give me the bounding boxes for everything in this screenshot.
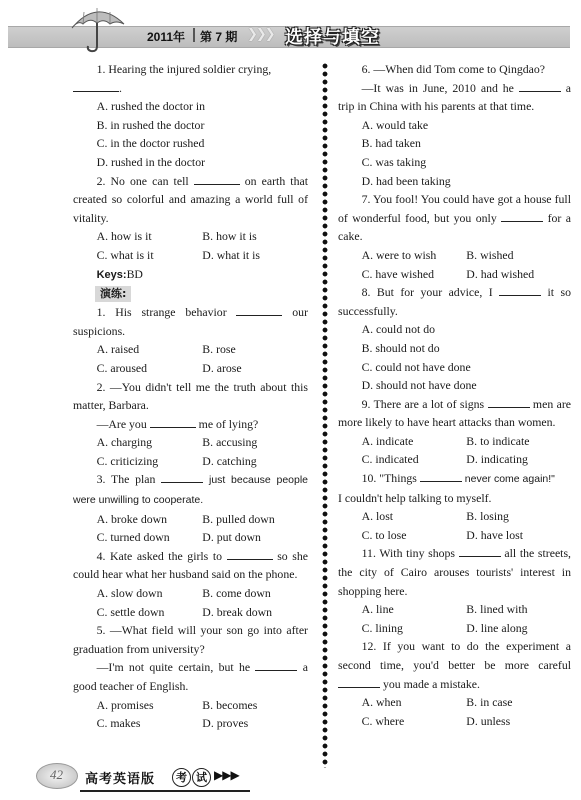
header-separator [193, 28, 195, 42]
answer-blank [236, 305, 282, 316]
option: D. proves [202, 716, 249, 731]
options [338, 600, 571, 637]
option: C. could not have done [361, 359, 471, 374]
option: B. in rushed the doctor [96, 117, 205, 132]
answer-blank [194, 174, 240, 185]
option: A. would take [361, 117, 429, 132]
exercise-10 [338, 469, 571, 544]
option: D. had wished [466, 266, 535, 281]
option: D. rushed in the doctor [96, 154, 206, 169]
option: A. broke down [96, 511, 168, 526]
option: B. how it is [202, 229, 257, 244]
exercise-12 [338, 637, 571, 730]
exercise-9 [338, 395, 571, 469]
option: C. lining [361, 620, 403, 635]
option: D. unless [466, 713, 511, 728]
question-stem: 1. His strange behavior our suspicions. [73, 305, 309, 338]
option: C. in the doctor rushed [96, 136, 205, 151]
exercise-5 [73, 621, 308, 733]
footer-rule [80, 790, 250, 792]
option: B. rose [202, 342, 236, 357]
question-1 [73, 60, 308, 172]
question-2 [73, 172, 308, 265]
option: C. where [361, 713, 405, 728]
option: C. was taking [361, 154, 427, 169]
option: D. had been taking [361, 173, 451, 188]
option: C. indicated [361, 452, 419, 467]
exercise-11 [338, 544, 571, 637]
exercise-1 [73, 303, 308, 377]
answer-blank [501, 211, 543, 222]
option: C. aroused [96, 360, 148, 375]
answer-blank [73, 81, 119, 92]
answer-blank [499, 285, 541, 296]
option: A. when [361, 695, 402, 710]
option: D. arose [202, 360, 242, 375]
option: C. to lose [361, 527, 407, 542]
options [73, 510, 308, 547]
footer-title: 高考英语版 [85, 772, 156, 787]
chevron-right-icon: ❯❯❯ [247, 27, 274, 42]
question-stem: 11. With tiny shops all the streets, the city of Cairo arouses tourists' interest in shopping here. [338, 546, 571, 598]
options [73, 696, 308, 733]
section-title: 选择与填空 [285, 27, 380, 48]
option: D. should not have done [361, 378, 477, 393]
answer-blank [150, 417, 196, 428]
options [73, 584, 308, 621]
column-divider [320, 62, 330, 768]
question-stem: 7. You fool! You could have got a house full of wonderful food, but you only for a cake. [338, 192, 571, 244]
options [338, 507, 571, 544]
question-stem: 2. No one can tell on earth that created so colorful and amazing a world full of vitality. [73, 173, 308, 225]
option: A. promises [96, 697, 154, 712]
question-stem: . [73, 79, 308, 98]
option: C. what is it [96, 247, 154, 262]
exercise-6 [338, 60, 571, 190]
drill-heading: 演练: [95, 286, 131, 302]
option: A. raised [96, 342, 140, 357]
options [73, 97, 308, 171]
option: A. charging [96, 435, 153, 450]
options [338, 246, 571, 283]
options [73, 227, 308, 264]
keys-value: BD [126, 266, 143, 281]
option: A. indicate [361, 433, 414, 448]
footer-char-circle: 试 [192, 768, 211, 787]
option: A. could not do [361, 322, 435, 337]
options [338, 432, 571, 469]
page-number: 42 [50, 767, 63, 782]
option: D. line along [466, 620, 528, 635]
option: A. were to wish [361, 247, 437, 262]
option: A. line [361, 602, 394, 617]
answer-keys [73, 265, 308, 285]
question-stem: 8. But for your advice, I it so successfully. [338, 285, 572, 318]
question-stem: 6. —When did Tom come to Qingdao? [361, 62, 546, 76]
option: C. turned down [96, 530, 170, 545]
option: D. indicating [466, 452, 528, 467]
option: D. what it is [202, 247, 260, 262]
option: B. to indicate [466, 433, 530, 448]
option: B. accusing [202, 435, 258, 450]
option: A. rushed the doctor in [96, 99, 206, 114]
option: B. had taken [361, 136, 421, 151]
question-stem: 4. Kate asked the girls to so she could hear what her husband said on the phone. [73, 548, 308, 582]
issue-year: 2011年 [147, 30, 186, 44]
answer-blank [459, 546, 501, 557]
answer-blank [255, 660, 297, 671]
option: A. how is it [96, 229, 152, 244]
answer-blank [420, 471, 462, 482]
option: C. criticizing [96, 453, 159, 468]
option: C. makes [96, 716, 141, 731]
option: D. break down [202, 604, 273, 619]
exercise-2 [73, 378, 308, 471]
page-header [0, 0, 581, 60]
answer-blank [161, 472, 203, 483]
answer-blank [338, 677, 380, 688]
option: B. pulled down [202, 511, 275, 526]
options [338, 320, 571, 394]
umbrella-icon [68, 4, 126, 54]
page-footer [0, 760, 581, 800]
keys-label: Keys: [96, 268, 127, 281]
exercise-4 [73, 547, 308, 621]
option: A. lost [361, 509, 394, 524]
options [338, 116, 571, 190]
question-stem: I couldn't help talking to myself. [338, 490, 492, 505]
exercise-3 [73, 470, 308, 546]
issue-number: 第 7 期 [200, 30, 238, 44]
play-arrows-icon: ▶▶▶ [214, 768, 239, 782]
option: B. lined with [466, 602, 528, 617]
question-stem: 2. —You didn't tell me the truth about this matter, Barbara. [73, 379, 308, 413]
option: A. slow down [96, 586, 163, 601]
answer-blank [488, 397, 530, 408]
answer-blank [519, 81, 561, 92]
question-stem: 9. There are a lot of signs men are more likely to have heart attacks than women. [338, 396, 571, 430]
question-stem: 10. "Things never come again!" [361, 471, 555, 486]
question-stem: —I'm not quite certain, but he a good teacher of English. [73, 660, 309, 693]
option: B. in case [466, 695, 513, 710]
option: B. becomes [202, 697, 258, 712]
question-stem: —It was in June, 2010 and he a trip in China with his parents at that time. [338, 80, 572, 114]
question-stem: 12. If you want to do the experiment a second time, you'd better be more careful you made a mistake. [338, 639, 571, 691]
question-stem: —Are you me of lying? [96, 416, 259, 431]
option: D. have lost [466, 527, 523, 542]
option: B. losing [466, 509, 509, 524]
option: C. settle down [96, 604, 165, 619]
exercise-7 [338, 190, 571, 283]
question-stem: 5. —What field will your son go into after graduation from university? [73, 623, 308, 656]
question-stem: 1. Hearing the injured soldier crying, [96, 62, 272, 76]
footer-char-circle: 考 [172, 768, 191, 787]
option: D. put down [202, 530, 261, 545]
option: B. wished [466, 247, 514, 262]
left-column [73, 60, 308, 733]
option: B. come down [202, 586, 271, 601]
option: D. catching [202, 453, 257, 468]
options [338, 693, 571, 730]
question-stem: 3. The plan just because people were unwilling to cooperate. [73, 472, 309, 507]
options [73, 433, 308, 470]
options [73, 340, 308, 377]
option: C. have wished [361, 266, 434, 281]
right-column [338, 60, 571, 730]
answer-blank [227, 549, 273, 560]
option: B. should not do [361, 340, 440, 355]
exercise-8 [338, 283, 571, 395]
